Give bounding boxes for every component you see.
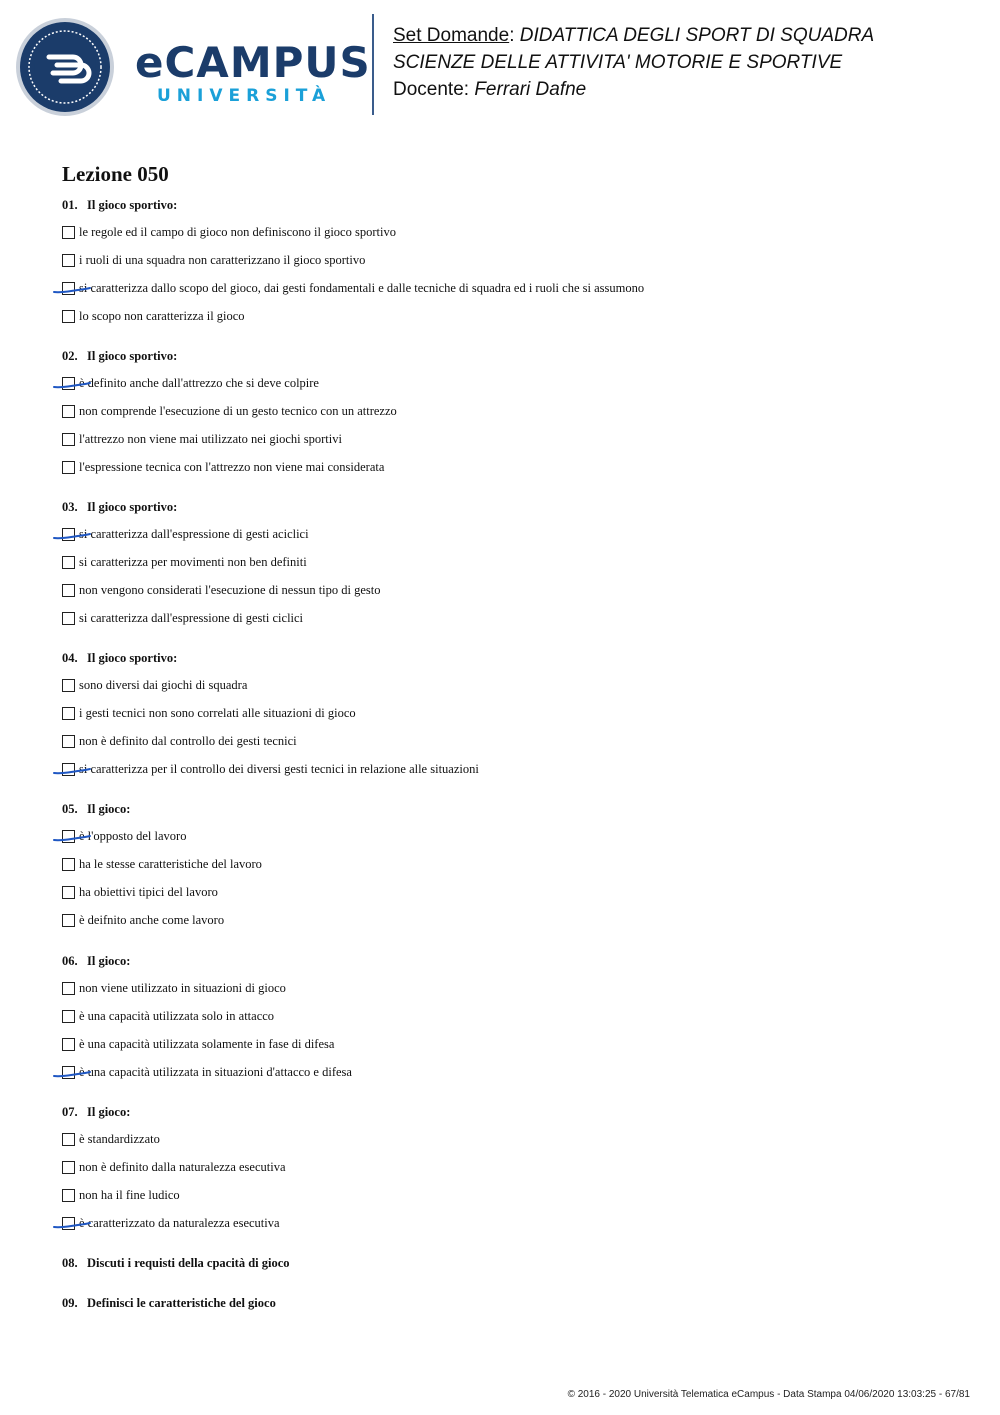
brand-subtitle: UNIVERSITÀ: [157, 86, 332, 106]
answer-checkbox[interactable]: [62, 226, 75, 239]
ecampus-logo-icon: [15, 17, 115, 117]
answer-checkbox[interactable]: [62, 763, 75, 776]
answer-checkbox[interactable]: [62, 1161, 75, 1174]
answer-checkbox[interactable]: [62, 1066, 75, 1079]
answer-text: i gesti tecnici non sono correlati alle situazioni di gioco: [79, 705, 356, 720]
answer-option[interactable]: [62, 1215, 280, 1231]
answer-text: non comprende l'esecuzione di un gesto tecnico con un attrezzo: [79, 403, 397, 418]
question-title: [62, 198, 177, 213]
answer-option[interactable]: [62, 1008, 274, 1024]
header-info: [393, 22, 874, 103]
question-text: Il gioco:: [87, 802, 131, 816]
question-text: Discuti i requisti della cpacità di gioco: [87, 1256, 290, 1270]
answer-checkbox[interactable]: [62, 886, 75, 899]
answer-option[interactable]: [62, 1187, 180, 1203]
answer-text: è definito anche dall'attrezzo che si deve colpire: [79, 375, 319, 390]
question-text: Il gioco sportivo:: [87, 198, 178, 212]
answer-checkbox[interactable]: [62, 982, 75, 995]
answer-option[interactable]: [62, 280, 644, 296]
answer-option[interactable]: [62, 403, 397, 419]
question-number: 05.: [62, 802, 78, 816]
answer-option[interactable]: [62, 1159, 286, 1175]
answer-text: si caratterizza per movimenti non ben definiti: [79, 554, 307, 569]
answer-option[interactable]: [62, 224, 396, 240]
course-name: DIDATTICA DEGLI SPORT DI SQUADRA: [519, 25, 875, 46]
answer-option[interactable]: [62, 677, 247, 693]
answer-checkbox[interactable]: [62, 282, 75, 295]
question-text: Il gioco sportivo:: [87, 349, 178, 363]
answer-text: è una capacità utilizzata solamente in fase di difesa: [79, 1036, 335, 1051]
brand-wordmark: [135, 38, 371, 106]
answer-checkbox[interactable]: [62, 556, 75, 569]
answer-option[interactable]: [62, 526, 309, 542]
answer-checkbox[interactable]: [62, 461, 75, 474]
answer-checkbox[interactable]: [62, 707, 75, 720]
question-number: 02.: [62, 349, 78, 363]
answer-checkbox[interactable]: [62, 735, 75, 748]
question-text: Il gioco sportivo:: [87, 500, 178, 514]
degree-name: SCIENZE DELLE ATTIVITA' MOTORIE E SPORTIVE: [393, 52, 843, 73]
answer-text: lo scopo non caratterizza il gioco: [79, 308, 245, 323]
question-number: 04.: [62, 651, 78, 665]
answer-option[interactable]: [62, 1064, 352, 1080]
answer-option[interactable]: [62, 582, 381, 598]
answer-option[interactable]: [62, 1036, 334, 1052]
answer-option[interactable]: [62, 980, 286, 996]
answer-checkbox[interactable]: [62, 405, 75, 418]
answer-text: è l'opposto del lavoro: [79, 828, 187, 843]
answer-checkbox[interactable]: [62, 584, 75, 597]
answer-checkbox[interactable]: [62, 528, 75, 541]
question-text: Il gioco sportivo:: [87, 651, 178, 665]
question-number: 03.: [62, 500, 78, 514]
docente-name: Ferrari Dafne: [474, 79, 587, 100]
answer-checkbox[interactable]: [62, 612, 75, 625]
answer-text: è deifnito anche come lavoro: [79, 912, 225, 927]
answer-checkbox[interactable]: [62, 377, 75, 390]
answer-text: sono diversi dai giochi di squadra: [79, 677, 248, 692]
answer-checkbox[interactable]: [62, 1133, 75, 1146]
answer-option[interactable]: [62, 705, 356, 721]
answer-option[interactable]: [62, 375, 319, 391]
answer-checkbox[interactable]: [62, 914, 75, 927]
answer-option[interactable]: [62, 554, 307, 570]
docente-line: [393, 76, 874, 103]
answer-text: le regole ed il campo di gioco non definiscono il gioco sportivo: [79, 224, 396, 239]
answer-text: i ruoli di una squadra non caratterizzano il gioco sportivo: [79, 252, 366, 267]
docente-label: Docente:: [393, 79, 475, 100]
answer-text: non è definito dal controllo dei gesti tecnici: [79, 733, 297, 748]
lesson-title: Lezione 050: [62, 162, 169, 186]
answer-text: si caratterizza dall'espressione di gesti ciclici: [79, 610, 304, 625]
answer-checkbox[interactable]: [62, 1189, 75, 1202]
answer-text: si caratterizza per il controllo dei diversi gesti tecnici in relazione alle situazioni: [79, 761, 479, 776]
answer-checkbox[interactable]: [62, 433, 75, 446]
answer-text: è caratterizzato da naturalezza esecutiva: [79, 1215, 280, 1230]
question-number: 09.: [62, 1296, 78, 1310]
answer-option[interactable]: [62, 884, 218, 900]
answer-checkbox[interactable]: [62, 254, 75, 267]
question-text: Il gioco:: [87, 954, 131, 968]
answer-option[interactable]: [62, 610, 303, 626]
answer-option[interactable]: [62, 761, 479, 777]
question-number: 01.: [62, 198, 78, 212]
answer-text: è una capacità utilizzata in situazioni d'attacco e difesa: [79, 1064, 352, 1079]
question-title: [62, 1105, 130, 1120]
answer-option[interactable]: [62, 252, 365, 268]
answer-text: si caratterizza dall'espressione di gesti aciclici: [79, 526, 309, 541]
footer-copyright: © 2016 - 2020 Università Telematica eCampus - Data Stampa 04/06/2020 13:03:25 - 67/81: [567, 1389, 970, 1400]
answer-text: è standardizzato: [79, 1131, 160, 1146]
answer-checkbox[interactable]: [62, 310, 75, 323]
question-title: [62, 802, 130, 817]
answer-text: è una capacità utilizzata solo in attacco: [79, 1008, 275, 1023]
answer-checkbox[interactable]: [62, 1217, 75, 1230]
answer-option[interactable]: [62, 459, 384, 475]
set-label: Set Domande: [393, 25, 510, 46]
answer-text: non viene utilizzato in situazioni di gioco: [79, 980, 286, 995]
answer-text: si caratterizza dallo scopo del gioco, dai gesti fondamentali e dalle tecniche di squadra ed i ruoli che si assumono: [79, 280, 645, 295]
question-text: Il gioco:: [87, 1105, 131, 1119]
question-title: [62, 500, 177, 515]
question-title: [62, 651, 177, 666]
answer-text: non vengono considerati l'esecuzione di nessun tipo di gesto: [79, 582, 381, 597]
question-number: 08.: [62, 1256, 78, 1270]
question-title: [62, 349, 177, 364]
question-text: Definisci le caratteristiche del gioco: [87, 1296, 276, 1310]
answer-checkbox[interactable]: [62, 858, 75, 871]
set-separator: :: [509, 25, 520, 46]
brand-name: eCAMPUS: [135, 38, 371, 87]
answer-text: ha le stesse caratteristiche del lavoro: [79, 856, 262, 871]
question-title: [62, 1256, 290, 1271]
answer-text: non ha il fine ludico: [79, 1187, 180, 1202]
answer-option[interactable]: [62, 912, 224, 928]
answer-option[interactable]: [62, 828, 186, 844]
answer-checkbox[interactable]: [62, 1038, 75, 1051]
set-line: [393, 22, 874, 49]
question-title: [62, 1296, 276, 1311]
header-divider: [372, 14, 374, 115]
answer-text: l'espressione tecnica con l'attrezzo non viene mai considerata: [79, 459, 385, 474]
answer-checkbox[interactable]: [62, 679, 75, 692]
answer-text: l'attrezzo non viene mai utilizzato nei giochi sportivi: [79, 431, 342, 446]
question-number: 06.: [62, 954, 78, 968]
answer-text: ha obiettivi tipici del lavoro: [79, 884, 218, 899]
answer-text: non è definito dalla naturalezza esecutiva: [79, 1159, 286, 1174]
answer-checkbox[interactable]: [62, 830, 75, 843]
question-number: 07.: [62, 1105, 78, 1119]
answer-checkbox[interactable]: [62, 1010, 75, 1023]
answer-option[interactable]: [62, 856, 262, 872]
answer-option[interactable]: [62, 733, 297, 749]
question-title: [62, 954, 130, 969]
answer-option[interactable]: [62, 1131, 160, 1147]
answer-option[interactable]: [62, 308, 245, 324]
answer-option[interactable]: [62, 431, 342, 447]
